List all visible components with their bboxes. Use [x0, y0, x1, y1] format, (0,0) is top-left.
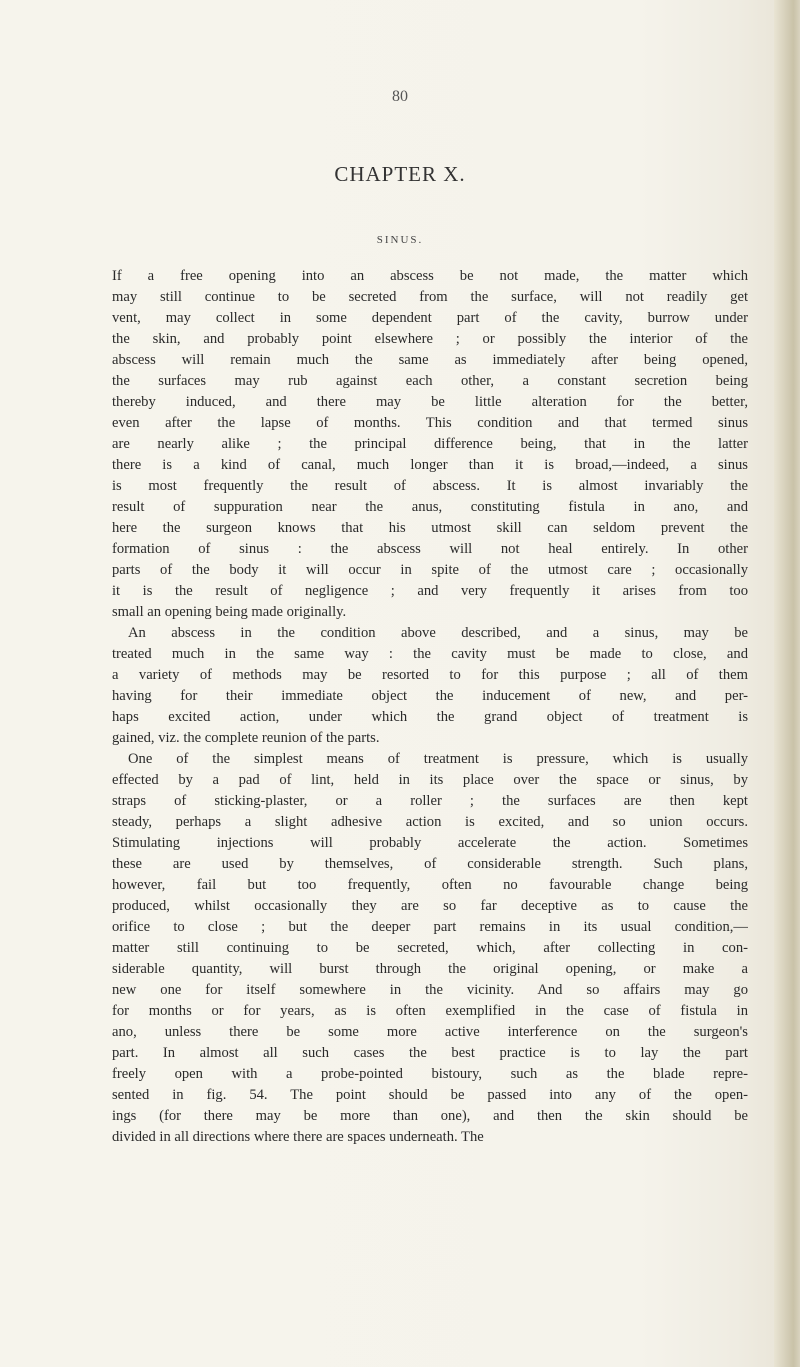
text-line: haps excited action, under which the grand object of treatment is [112, 709, 748, 725]
text-line: new one for itself somewhere in the vicinity. And so affairs may go [112, 982, 748, 998]
text-line: divided in all directions where there are spaces underneath. The [112, 1129, 484, 1145]
text-line: produced, whilst occasionally they are so far deceptive as to cause the [112, 898, 748, 914]
page-edge-shadow [774, 0, 800, 1367]
paragraph [112, 749, 748, 1148]
text-line: Stimulating injections will probably accelerate the action. Sometimes [112, 835, 748, 851]
paragraph [112, 266, 748, 623]
text-line: even after the lapse of months. This condition and that termed sinus [112, 415, 748, 431]
text-line: for months or for years, as is often exemplified in the case of fistula in [112, 1003, 748, 1019]
text-line: freely open with a probe-pointed bistoury, such as the blade repre- [112, 1066, 748, 1082]
text-line: orifice to close ; but the deeper part remains in its usual condition,— [112, 919, 748, 935]
text-line: thereby induced, and there may be little alteration for the better, [112, 394, 748, 410]
text-line: part. In almost all such cases the best practice is to lay the part [112, 1045, 748, 1061]
text-line: formation of sinus : the abscess will not heal entirely. In other [112, 541, 748, 557]
text-line: ings (for there may be more than one), and then the skin should be [112, 1108, 748, 1124]
text-line: effected by a pad of lint, held in its place over the space or sinus, by [112, 772, 748, 788]
text-line: however, fail but too frequently, often no favourable change being [112, 877, 748, 893]
text-line: steady, perhaps a slight adhesive action is excited, and so union occurs. [112, 814, 748, 830]
text-line: parts of the body it will occur in spite of the utmost care ; occasionally [112, 562, 748, 578]
text-line: it is the result of negligence ; and very frequently it arises from too [112, 583, 748, 599]
section-heading: SINUS. [376, 234, 424, 246]
text-line: abscess will remain much the same as immediately after being opened, [112, 352, 748, 368]
text-line: ano, unless there be some more active interference on the surgeon's [112, 1024, 748, 1040]
text-line: may still continue to be secreted from the surface, will not readily get [112, 289, 748, 305]
text-line: having for their immediate object the inducement of new, and per- [112, 688, 748, 704]
chapter-heading: CHAPTER X. [334, 162, 466, 186]
text-line: vent, may collect in some dependent part of the cavity, burrow under [112, 310, 748, 326]
paragraph [112, 623, 748, 749]
text-line: straps of sticking-plaster, or a roller ; the surfaces are then kept [112, 793, 748, 809]
text-line: treated much in the same way : the cavity must be made to close, and [112, 646, 748, 662]
text-line: An abscess in the condition above described, and a sinus, may be [128, 625, 748, 641]
body-text [112, 266, 748, 1148]
text-line: the surfaces may rub against each other, a constant secretion being [112, 373, 748, 389]
text-line: the skin, and probably point elsewhere ; or possibly the interior of the [112, 331, 748, 347]
text-line: If a free opening into an abscess be not made, the matter which [112, 268, 748, 284]
page-number: 80 [392, 88, 408, 105]
text-line: these are used by themselves, of considerable strength. Such plans, [112, 856, 748, 872]
text-line: here the surgeon knows that his utmost skill can seldom prevent the [112, 520, 748, 536]
text-line: a variety of methods may be resorted to for this purpose ; all of them [112, 667, 748, 683]
text-line: One of the simplest means of treatment is pressure, which is usually [128, 751, 748, 767]
text-line: siderable quantity, will burst through the original opening, or make a [112, 961, 748, 977]
text-line: matter still continuing to be secreted, which, after collecting in con- [112, 940, 748, 956]
text-line: are nearly alike ; the principal difference being, that in the latter [112, 436, 748, 452]
text-line: sented in fig. 54. The point should be passed into any of the open- [112, 1087, 748, 1103]
text-line: is most frequently the result of abscess. It is almost invariably the [112, 478, 748, 494]
text-line: result of suppuration near the anus, constituting fistula in ano, and [112, 499, 748, 515]
text-line: small an opening being made originally. [112, 604, 347, 620]
text-line: there is a kind of canal, much longer than it is broad,—indeed, a sinus [112, 457, 748, 473]
text-line: gained, viz. the complete reunion of the parts. [112, 730, 380, 746]
